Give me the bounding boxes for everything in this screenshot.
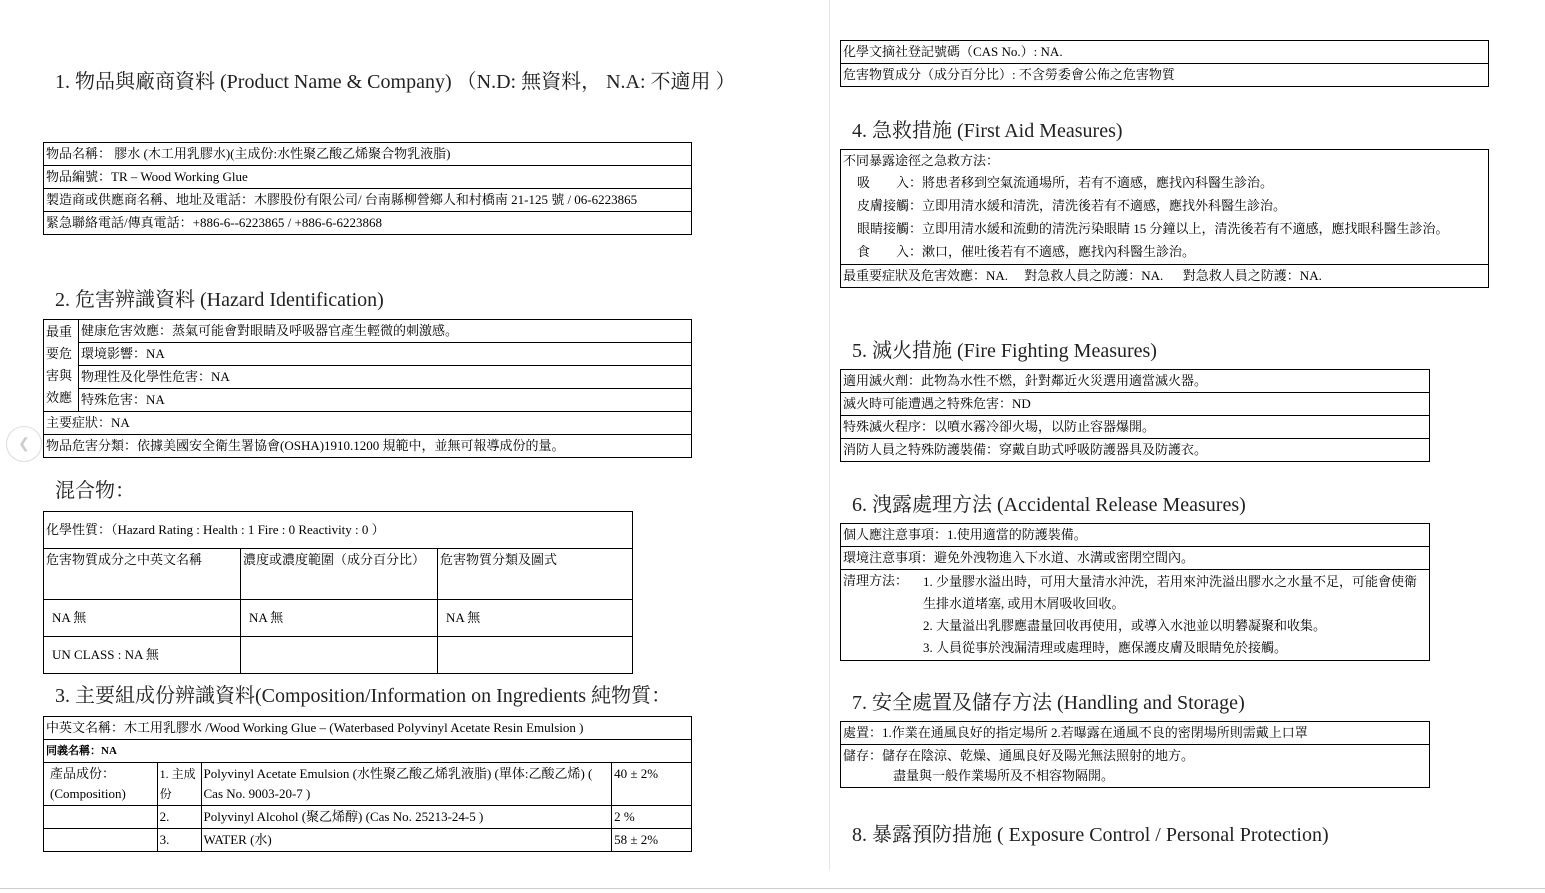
- col-header: 濃度或濃度範圍（成分百分比）: [241, 549, 438, 600]
- first-aid-table: [840, 149, 1489, 288]
- release-row: 個人應注意事項：1.使用適當的防護裝備。: [841, 524, 1430, 547]
- mixture-table: [43, 511, 633, 674]
- cell: NA 無: [241, 600, 438, 637]
- col-header: 危害物質成分之中英文名稱: [44, 549, 241, 600]
- env-impact: 環境影響：NA: [79, 343, 692, 366]
- hazard-side-label: 最重要危害與效應: [44, 320, 79, 412]
- section-6-title: 6. 洩露處理方法 (Accidental Release Measures): [852, 494, 1246, 516]
- fire-row: 特殊滅火程序：以噴水霧冷卻火場，以防止容器爆開。: [841, 416, 1430, 439]
- storage-row-cont: 盡量與一般作業場所及不相容物隔開。: [893, 768, 1115, 783]
- cell: NA 無: [438, 600, 633, 637]
- cas-number: 化學文摘社登記號碼（CAS No.）: NA.: [841, 41, 1489, 64]
- product-full-name: 中英文名稱：木工用乳膠水 /Wood Working Glue – (Waterbased Polyvinyl Acetate Resin Emulsion ): [44, 717, 692, 740]
- hazard-table: [43, 319, 692, 458]
- synonym: 同義名稱：NA: [44, 740, 692, 763]
- item-name: Polyvinyl Acetate Emulsion (水性聚乙酸乙烯乳液脂) (單体:乙酸乙烯) ( Cas No. 9003-20-7 ): [201, 763, 612, 806]
- fire-row: 滅火時可能遭遇之特殊危害：ND: [841, 393, 1430, 416]
- manufacturer: 製造商或供應商名稱、地址及電話：木膠股份有限公司/ 台南縣柳營鄉人和村橋南 21-125 號 / 06-6223865: [44, 189, 692, 212]
- item-no: 3.: [157, 829, 201, 852]
- section-3-title: 3. 主要組成份辨識資料(Composition/Information on Ingredients 純物質：: [55, 685, 672, 707]
- release-row: 環境注意事項：避免外洩物進入下水道、水溝或密閉空間內。: [841, 547, 1430, 570]
- hazard-rating: 化學性質：（Hazard Rating : Health : 1 Fire : 0 Reactivity : 0 ）: [44, 512, 633, 549]
- item-pct: 2 %: [612, 806, 692, 829]
- clean-step: 1. 少量膠水溢出時，可用大量清水沖洗，若用來沖洗溢出膠水之水量不足，可能會使衛生排水道堵塞, 或用木屑吸收回收。: [923, 574, 1418, 611]
- col-header: 危害物質分類及圖式: [438, 549, 633, 600]
- handling-row: 處置：1.作業在通風良好的指定場所 2.若曝露在通風不良的密閉場所則需戴上口罩: [841, 722, 1430, 745]
- composition-label: 產品成份：(Composition): [44, 763, 158, 806]
- section-8-title: 8. 暴露預防措施 ( Exposure Control / Personal Protection): [852, 824, 1329, 846]
- first-aid-intro: 不同暴露途徑之急救方法：: [843, 153, 1000, 168]
- item-no: 1. 主成份: [157, 763, 201, 806]
- hazard-components: 危害物質成分（成分百分比）: 不含勞委會公佈之危害物質: [841, 64, 1489, 87]
- section-2-title: 2. 危害辨識資料 (Hazard Identification): [55, 289, 384, 311]
- health-hazard: 健康危害效應：蒸氣可能會對眼睛及呼吸器官產生輕微的刺激感。: [79, 320, 692, 343]
- page-bottom-edge: [0, 888, 1545, 889]
- clean-label: 清理方法：: [843, 573, 909, 588]
- cas-table: [840, 40, 1489, 87]
- section-5-title: 5. 滅火措施 (Fire Fighting Measures): [852, 340, 1157, 362]
- fire-row: 消防人員之特殊防護裝備：穿戴自助式呼吸防護器具及防護衣。: [841, 439, 1430, 462]
- storage-row: 儲存：儲存在陰涼、乾燥、通風良好及陽光無法照射的地方。: [843, 748, 1195, 763]
- item-name: Polyvinyl Alcohol (聚乙烯醇) (Cas No. 25213-24-5 ): [201, 806, 612, 829]
- product-name: 物品名稱： 膠水 (木工用乳膠水)(主成份:水性聚乙酸乙烯聚合物乳液脂): [44, 143, 692, 166]
- chevron-left-icon: ❮: [18, 436, 30, 452]
- main-symptom: 主要症狀：NA: [44, 412, 692, 435]
- first-aid-eye: 眼睛接觸：立即用清水緩和流動的清洗污染眼睛 15 分鐘以上，清洗後若有不適感，應找眼科醫生診治。: [857, 221, 1449, 236]
- product-table: [43, 142, 692, 235]
- storage-table: [840, 721, 1430, 788]
- page-divider: [829, 0, 830, 870]
- composition-table: [43, 716, 692, 852]
- item-pct: 58 ± 2%: [612, 829, 692, 852]
- special-hazard: 特殊危害：NA: [79, 389, 692, 412]
- section-4-title: 4. 急救措施 (First Aid Measures): [852, 120, 1123, 142]
- first-aid-ingestion: 食 入：漱口，催吐後若有不適感，應找內科醫生診治。: [857, 244, 1196, 259]
- cell: NA 無: [44, 600, 241, 637]
- release-table: [840, 523, 1430, 661]
- item-no: 2.: [157, 806, 201, 829]
- first-aid-inhalation: 吸 入：將患者移到空氣流通場所，若有不適感，應找內科醫生診治。: [857, 175, 1274, 190]
- product-code: 物品編號：TR – Wood Working Glue: [44, 166, 692, 189]
- section-7-title: 7. 安全處置及儲存方法 (Handling and Storage): [852, 692, 1245, 714]
- fire-row: 適用滅火劑：此物為水性不燃，針對鄰近火災選用適當滅火器。: [841, 370, 1430, 393]
- phys-chem-hazard: 物理性及化學性危害：NA: [79, 366, 692, 389]
- hazard-classification: 物品危害分類：依據美國安全衛生署協會(OSHA)1910.1200 規範中，並無可報導成份的量。: [44, 435, 692, 458]
- first-aid-footer: 最重要症狀及危害效應：NA. 對急救人員之防護：NA. 對急救人員之防護：NA.: [841, 265, 1489, 288]
- fire-table: [840, 369, 1430, 462]
- first-aid-skin: 皮膚接觸：立即用清水緩和清洗，清洗後若有不適感，應找外科醫生診治。: [857, 198, 1287, 213]
- previous-page-button[interactable]: [6, 426, 42, 462]
- item-name: WATER (水): [201, 829, 612, 852]
- emergency-phone: 緊急聯絡電話/傳真電話：+886-6--6223865 / +886-6-6223868: [44, 212, 692, 235]
- clean-step: 2. 大量溢出乳膠應盡量回收再使用，或導入水池並以明礬凝聚和收集。: [923, 618, 1327, 633]
- clean-step: 3. 人員從事於洩漏清理或處理時，應保護皮膚及眼睛免於接觸。: [923, 640, 1288, 655]
- section-1-title: 1. 物品與廠商資料 (Product Name & Company) （N.D: 無資料， N.A: 不適用 ）: [55, 71, 736, 93]
- un-class: UN CLASS : NA 無: [44, 637, 241, 674]
- item-pct: 40 ± 2%: [612, 763, 692, 806]
- mixture-title: 混合物：: [55, 480, 135, 502]
